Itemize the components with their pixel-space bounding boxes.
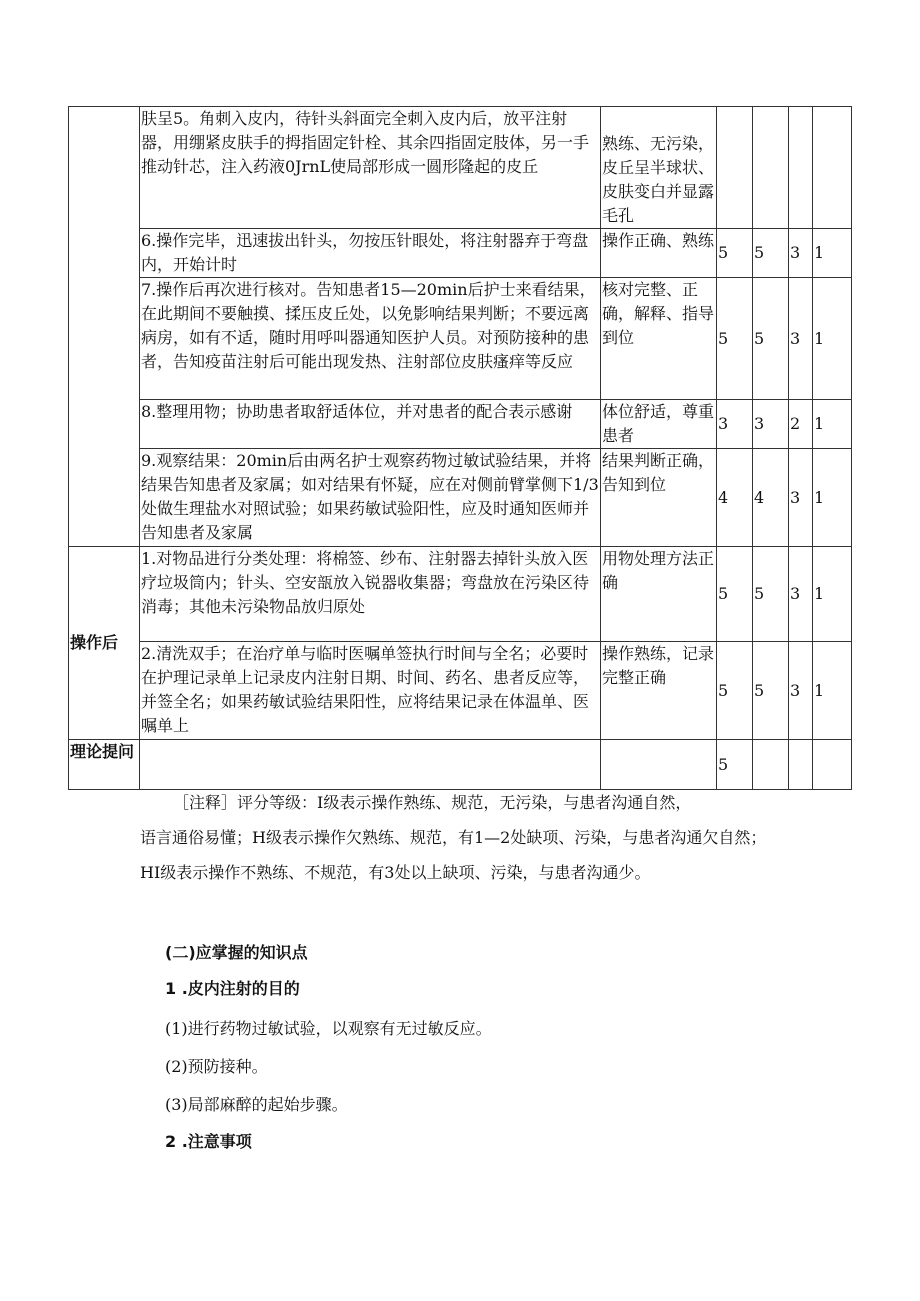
category-cell: 理论提问 [69,740,140,790]
subheading: 2 .注意事项 [165,1132,252,1151]
table-row [69,107,852,229]
score-cell: 5 [717,278,753,400]
score-cell: 3 [789,229,813,278]
content-cell: 1.对物品进行分类处理：将棉签、纱布、注射器去掉针头放入医疗垃圾筒内；针头、空安瓿放入锐器收集器；弯盘放在污染区待消毒；其他未污染物品放归原处 [140,547,601,642]
score-cell: 3 [789,547,813,642]
list-item: (3)局部麻醉的起始步骤。 [165,1095,348,1114]
note-line: 语言通俗易懂；H级表示操作欠熟练、规范，有1—2处缺项、污染，与患者沟通欠自然； [140,828,767,847]
standard-cell: 结果判断正确，告知到位 [601,449,717,547]
score-cell [813,740,852,790]
table-row [69,547,852,642]
score-cell [753,740,789,790]
score-cell: 4 [717,449,753,547]
note-line: HI级表示操作不熟练、不规范，有3处以上缺项、污染，与患者沟通少。 [140,863,651,882]
category-cell: 操作后 [69,547,140,740]
note-line: ［注释］评分等级：I级表示操作熟练、规范，无污染，与患者沟通自然， [173,793,692,812]
subheading: 1 .皮内注射的目的 [165,979,300,998]
score-cell: 5 [717,740,753,790]
score-cell: 3 [789,278,813,400]
score-cell: 2 [789,400,813,449]
content-cell: 肤呈5。角刺入皮内，待针头斜面完全刺入皮内后，放平注射器，用绷紧皮肤手的拇指固定针栓、其余四指固定肢体，另一手推动针芯，注入药液0JrnL使局部形成一圆形隆起的皮丘 [140,107,601,229]
table-row [69,229,852,278]
score-cell: 5 [753,278,789,400]
scoring-table [68,106,852,790]
score-cell: 3 [717,400,753,449]
section-heading: (二)应掌握的知识点 [165,943,308,962]
score-cell: 5 [753,642,789,740]
table-row [69,740,852,790]
standard-cell: 操作正确、熟练 [601,229,717,278]
standard-cell [601,740,717,790]
score-cell: 3 [789,449,813,547]
list-item: (2)预防接种。 [165,1057,268,1076]
category-cell [69,107,140,547]
content-cell: 9.观察结果：20min后由两名护士观察药物过敏试验结果，并将结果告知患者及家属；如对结果有怀疑，应在对侧前臂掌侧下1/3处做生理盐水对照试验；如果药敏试验阳性，应及时通知医师并告知患者及家属 [140,449,601,547]
table-row [69,278,852,400]
standard-cell: 熟练、无污染，皮丘呈半球状、皮肤变白并显露毛孔 [601,107,717,229]
score-cell: 1 [813,278,852,400]
score-cell: 1 [813,400,852,449]
table-row [69,400,852,449]
score-cell [717,107,753,229]
content-cell: 6.操作完毕，迅速拔出针头，勿按压针眼处，将注射器弃于弯盘内，开始计时 [140,229,601,278]
score-cell [753,107,789,229]
score-cell [789,740,813,790]
table-row [69,642,852,740]
standard-cell: 核对完整、正确，解释、指导到位 [601,278,717,400]
list-item: (1)进行药物过敏试验，以观察有无过敏反应。 [165,1019,492,1038]
standard-cell: 体位舒适，尊重患者 [601,400,717,449]
table-row [69,449,852,547]
score-cell: 5 [717,229,753,278]
content-cell: 2.清洗双手；在治疗单与临时医嘱单签执行时间与全名；必要时在护理记录单上记录皮内注射日期、时间、药名、患者反应等，并签全名；如果药敏试验结果阳性，应将结果记录在体温单、医嘱单上 [140,642,601,740]
score-cell: 3 [753,400,789,449]
content-cell: 7.操作后再次进行核对。告知患者15—20min后护士来看结果，在此期间不要触摸、揉压皮丘处，以免影响结果判断；不要远离病房，如有不适，随时用呼叫器通知医护人员。对预防接种的患者，告知疫苗注射后可能出现发热、注射部位皮肤瘙痒等反应 [140,278,601,400]
score-cell: 5 [753,547,789,642]
content-cell: 8.整理用物；协助患者取舒适体位，并对患者的配合表示感谢 [140,400,601,449]
score-cell: 1 [813,449,852,547]
score-cell: 5 [753,229,789,278]
score-cell: 4 [753,449,789,547]
score-cell: 1 [813,229,852,278]
score-cell: 3 [789,642,813,740]
content-cell [140,740,601,790]
score-cell: 5 [717,547,753,642]
standard-cell: 用物处理方法正确 [601,547,717,642]
standard-cell: 操作熟练，记录完整正确 [601,642,717,740]
score-cell: 1 [813,547,852,642]
score-cell: 5 [717,642,753,740]
score-cell [813,107,852,229]
score-cell [789,107,813,229]
score-cell: 1 [813,642,852,740]
